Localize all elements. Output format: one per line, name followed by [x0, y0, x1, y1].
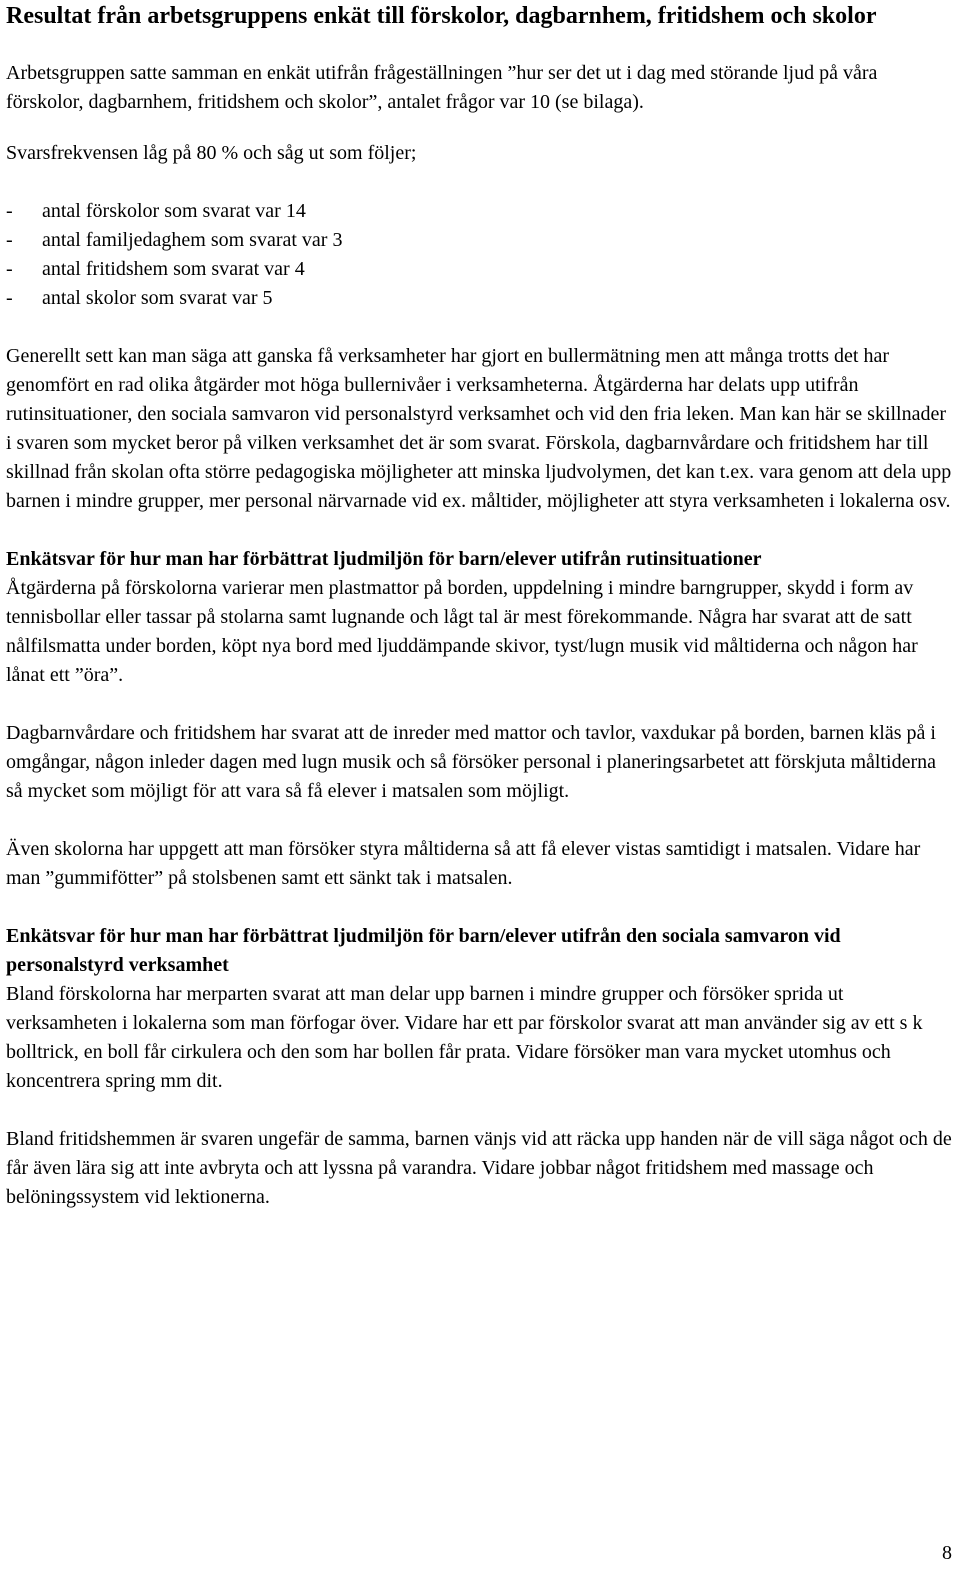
intro-paragraph: Arbetsgruppen satte samman en enkät utifrån frågeställningen ”hur ser det ut i dag med störande ljud på våra förskolor, dagbarnhem, fritidshem och skolor”, antalet frågor var 10 (se bilaga).	[6, 62, 878, 113]
section-heading-social: Enkätsvar för hur man har förbättrat ljudmiljön för barn/elever utifrån den sociala samvaron vid personalstyrd verksamhet	[6, 925, 841, 976]
list-dash: -	[6, 258, 13, 280]
list-item	[6, 255, 954, 284]
response-count-list	[6, 197, 954, 313]
document-page	[6, 0, 954, 1212]
social-paragraph-1: Bland förskolorna har merparten svarat att man delar upp barnen i mindre grupper och försöker sprida ut verksamheten i lokalerna som man förfogar över. Vidare har ett par förskolor svarat att man använder sig av ett s k bolltrick, en boll får cirkulera och den som har bollen får prata. Vidare försöker man vara mycket utomhus och koncentrera spring mm dit.	[6, 983, 923, 1092]
page-number: 8	[942, 1542, 952, 1564]
general-paragraph: Generellt sett kan man säga att ganska få verksamheter har gjort en bullermätning men att många trotts det har genomfört en rad olika åtgärder mot höga bullernivåer i verksamheterna. Åtgärderna har delats upp utifrån rutinsituationer, den sociala samvaron vid personalstyrd verksamhet och vid den fria leken. Man kan här se skillnader i svaren som mycket beror på vilken verksamhet det är som svarat. Förskola, dagbarnvårdare och fritidshem har till skillnad från skolan ofta större pedagogiska möjligheter att minska ljudvolymen, det kan t.ex. vara genom att dela upp barnen i mindre grupper, mer personal närvarnade vid ex. måltider, möjligheter att styra verksamheten i lokalerna osv.	[6, 345, 952, 512]
list-item	[6, 226, 954, 255]
list-item-text: antal fritidshem som svarat var 4	[42, 258, 305, 280]
document-title: Resultat från arbetsgruppens enkät till förskolor, dagbarnhem, fritidshem och skolor	[6, 3, 877, 29]
list-item-text: antal skolor som svarat var 5	[42, 287, 273, 309]
list-dash: -	[6, 229, 13, 251]
list-dash: -	[6, 287, 13, 309]
list-item	[6, 197, 954, 226]
list-dash: -	[6, 200, 13, 222]
list-item	[6, 284, 954, 313]
routines-paragraph-1: Åtgärderna på förskolorna varierar men plastmattor på borden, uppdelning i mindre barngrupper, skydd i form av tennisbollar eller tassar på stolarna samt lugnande och lågt tal är mest förekommande. Några har svarat att de satt nålfilsmatta under borden, köpt nya bord med ljuddämpande skivor, tyst/lugn musik vid måltiderna och någon har lånat ett ”öra”.	[6, 577, 918, 686]
social-paragraph-2: Bland fritidshemmen är svaren ungefär de samma, barnen vänjs vid att räcka upp handen när de vill säga något och de får även lära sig att inte avbryta och att lyssna på varandra. Vidare jobbar något fritidshem med massage och belöningssystem vid lektionerna.	[6, 1128, 952, 1208]
response-rate-paragraph: Svarsfrekvensen låg på 80 % och såg ut som följer;	[6, 142, 417, 164]
routines-paragraph-2: Dagbarnvårdare och fritidshem har svarat att de inreder med mattor och tavlor, vaxdukar på borden, barnen kläs på i omgångar, någon inleder dagen med lugn musik och så försöker personal i planeringsarbetet att förskjuta måltiderna så mycket som möjligt för att vara så få elever i matsalen som möjligt.	[6, 722, 937, 802]
list-item-text: antal förskolor som svarat var 14	[42, 200, 306, 222]
section-heading-routines: Enkätsvar för hur man har förbättrat ljudmiljön för barn/elever utifrån rutinsituationer	[6, 548, 762, 570]
list-item-text: antal familjedaghem som svarat var 3	[42, 229, 343, 251]
routines-paragraph-3: Även skolorna har uppgett att man försöker styra måltiderna så att få elever vistas samtidigt i matsalen. Vidare har man ”gummifötter” på stolsbenen samt ett sänkt tak i matsalen.	[6, 838, 921, 889]
